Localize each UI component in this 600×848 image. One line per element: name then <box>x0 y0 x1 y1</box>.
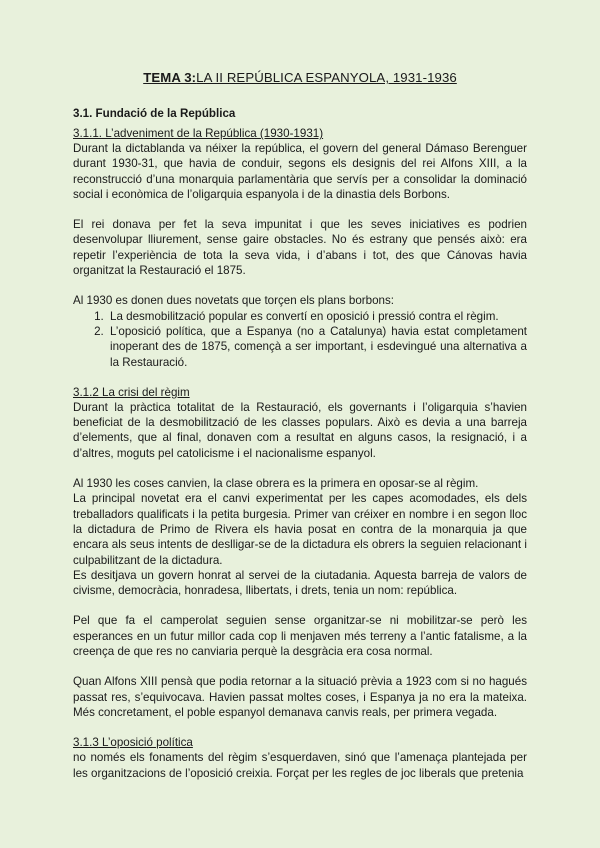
subsection-heading-3-1-3: 3.1.3 L’oposició política <box>73 736 193 750</box>
novelties-list <box>73 309 527 370</box>
paragraph: Al 1930 es donen dues novetats que torçen els plans borbons: <box>73 294 394 308</box>
subsection-heading-3-1-2: 3.1.2 La crisi del règim <box>73 385 190 399</box>
title-text: LA II REPÚBLICA ESPANYOLA, 1931-1936 <box>196 70 457 85</box>
list-item: 1. La desmobilització popular es convertí en oposició i pressió contra el règim. <box>107 309 527 324</box>
title-prefix: TEMA 3: <box>143 70 197 85</box>
paragraph: Pel que fa el camperolat seguien sense organitzar-se ni mobilitzar-se però les esperances en un futur millor cada cop li menjaven més terreny a l’antic fatalisme, a la creença de que res no canviaria perquè la desgràcia era cosa normal. <box>73 614 527 659</box>
paragraph: La principal novetat era el canvi experimentat per les capes acomodades, els dels treballadors qualificats i la petita burgesia. Primer van créixer en nombre i en segon lloc la dictadura de Primo de Rivera els havia posat en contra de la monarquia ja que encara als seus intents de deslligar-se de la dictadura els obrers la seguien relacionant i culpabilitzant de la dictadura. <box>73 492 527 567</box>
document-title <box>73 70 527 85</box>
paragraph: El rei donava per fet la seva impunitat i que les seves iniciatives es podrien desenvolupar lliurement, sense gaire obstacles. No és estrany que pensés això: era repetir l’experiència de tota la seva vida, i d’abans i tot, des que Cánovas havia organitzat la Restauració el 1875. <box>73 218 527 278</box>
list-item: 2. L’oposició política, que a Espanya (no a Catalunya) havia estat completament inoperant des de 1875, començà a ser important, i esdevingué una alternativa a la Restauració. <box>107 324 527 370</box>
section-heading: 3.1. Fundació de la República <box>73 107 236 120</box>
paragraph: Durant la pràctica totalitat de la Restauració, els governants i l’oligarquia s’havien beneficiat de la desmobilització de les classes populars. Això es devia a una barreja d’elements, que al final, donaven com a resultat en alguns casos, la resignació, i a d’altres, moguts pel catolicisme i el nacionalisme espanyol. <box>73 400 527 460</box>
paragraph: Durant la dictablanda va néixer la república, el govern del general Dámaso Berenguer durant 1930-31, que havia de conduir, segons els designis del rei Alfons XIII, a la reconstrucció d’una monarquia parlamentària que servís per a consolidar la dominació social i econòmica de l’oligarquia espanyola i de la dinastia dels Borbons. <box>73 142 527 201</box>
paragraph: Es desitjava un govern honrat al servei de la ciutadania. Aquesta barreja de valors de civisme, democràcia, honradesa, llibertats, i drets, tenia un nom: república. <box>73 568 527 598</box>
subsection-heading-3-1-1: 3.1.1. L’adveniment de la República (1930-1931) <box>73 127 324 140</box>
paragraph: Al 1930 les coses canvien, la clase obrera es la primera en oposar-se al règim. <box>73 477 479 491</box>
paragraph: no només els fonaments del règim s’esquerdaven, sinó que l’amenaça plantejada per les organitzacions de l’oposició creixia. Forçat per les regles de joc liberals que pretenia <box>73 751 527 780</box>
paragraph: Quan Alfons XIII pensà que podia retornar a la situació prèvia a 1923 com si no hagués passat res, s’equivocava. Havien passat moltes coses, i Espanya ja no era la mateixa. Més concretament, el poble espanyol demanava canvis reals, per primera vegada. <box>73 675 527 719</box>
